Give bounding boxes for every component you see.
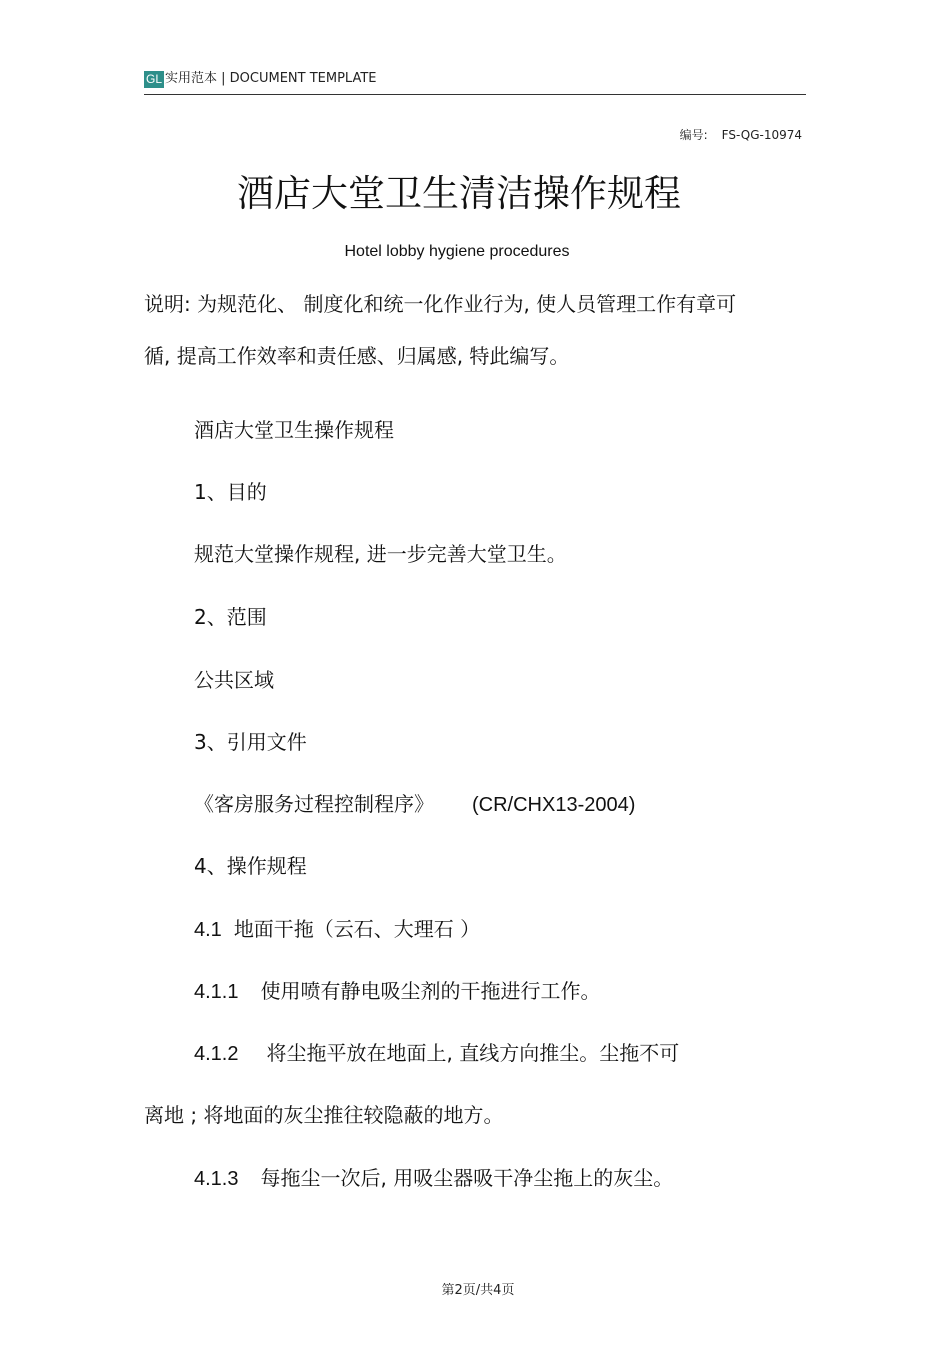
section-3-reference	[194, 791, 635, 818]
document-number-value: FS-QG-10974	[721, 128, 802, 142]
section-4-1-text: 地面干拖（云石、大理石 ）	[233, 917, 481, 941]
section-4-1-1-number: 4.1.1	[194, 981, 239, 1003]
document-number	[680, 126, 802, 143]
section-4-1-1-text: 使用喷有静电吸尘剂的干拖进行工作。	[260, 979, 601, 1003]
page-header	[144, 70, 806, 95]
section-4-1-1	[194, 978, 600, 1005]
section-4-1	[194, 916, 480, 943]
page-subtitle: Hotel lobby hygiene procedures	[344, 243, 570, 260]
page-footer-pagination: 第2页/共4页	[441, 1283, 515, 1298]
section-4-1-2	[194, 1040, 679, 1067]
section-3-title: 3、引用文件	[194, 730, 307, 754]
section-4-1-2-number: 4.1.2	[194, 1043, 239, 1065]
section-4-title: 4、操作规程	[194, 854, 307, 878]
gl-logo-badge: GL	[146, 71, 163, 86]
section-4-1-2-continuation: 离地 ; 将地面的灰尘推往较隐蔽的地方。	[144, 1103, 504, 1127]
page-title: 酒店大堂卫生清洁操作规程	[237, 172, 681, 215]
intro-line-2: 循, 提高工作效率和责任感、归属感, 特此编写。	[144, 344, 570, 368]
section-heading: 酒店大堂卫生操作规程	[194, 418, 394, 442]
section-4-1-3-text: 每拖尘一次后, 用吸尘器吸干净尘拖上的灰尘。	[260, 1166, 674, 1190]
section-4-1-3-number: 4.1.3	[194, 1168, 239, 1190]
section-1-text: 规范大堂操作规程, 进一步完善大堂卫生。	[194, 542, 567, 566]
intro-line-1: 说明: 为规范化、 制度化和统一化作业行为, 使人员管理工作有章可	[144, 292, 737, 316]
reference-document-name: 《客房服务过程控制程序》	[194, 792, 434, 816]
section-1-title: 1、目的	[194, 480, 267, 504]
section-4-1-3	[194, 1165, 673, 1192]
document-number-label: 编号:	[679, 128, 708, 142]
section-4-1-number: 4.1	[194, 919, 222, 941]
section-4-1-2-text: 将尘拖平放在地面上, 直线方向推尘。尘拖不可	[266, 1041, 680, 1065]
header-template-label: 实用范本 | DOCUMENT TEMPLATE	[165, 71, 377, 86]
reference-document-code: (CR/CHX13-2004)	[472, 794, 636, 816]
section-2-title: 2、范围	[194, 605, 267, 629]
section-2-text: 公共区域	[194, 668, 274, 692]
